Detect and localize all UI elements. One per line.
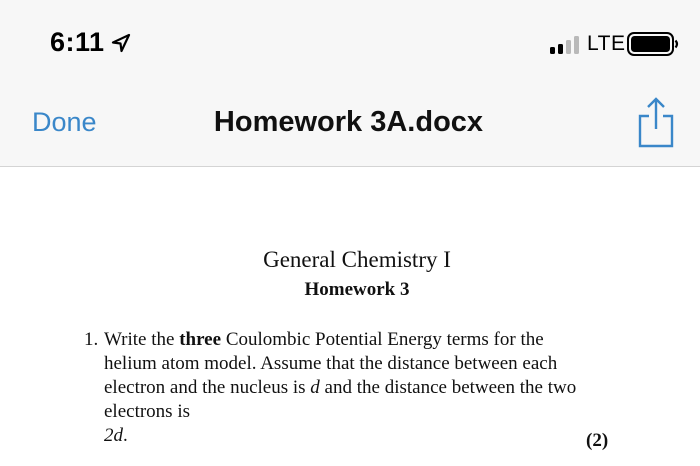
emphasis-three: three — [179, 329, 222, 350]
share-icon[interactable] — [637, 96, 675, 148]
question-line-2: helium atom model. Assume that the distance between each — [104, 353, 558, 374]
done-button[interactable]: Done — [32, 107, 97, 137]
network-type: LTE — [587, 32, 626, 55]
status-bar — [0, 0, 700, 90]
cellular-signal-icon — [550, 36, 580, 54]
question-text — [104, 328, 624, 448]
question-line-4: electrons is — [104, 401, 191, 422]
question-line-3: electron and the nucleus is d and the distance between the two — [104, 377, 577, 398]
variable-d: d — [310, 377, 320, 398]
question-number: 1. — [84, 329, 99, 350]
question-line-5: 2d. — [104, 425, 128, 446]
question-line-1: Write the three Coulombic Potential Energy terms for the — [104, 329, 544, 350]
question-points: (2) — [586, 430, 609, 451]
location-arrow-icon — [111, 33, 131, 53]
course-heading: General Chemistry I — [263, 247, 451, 272]
battery-icon — [627, 32, 679, 56]
status-time: 6:11 — [50, 27, 105, 57]
document-title: Homework 3A.docx — [213, 106, 484, 138]
homework-heading: Homework 3 — [304, 279, 410, 300]
variable-2d: 2d — [104, 425, 123, 446]
document-page — [0, 167, 700, 466]
